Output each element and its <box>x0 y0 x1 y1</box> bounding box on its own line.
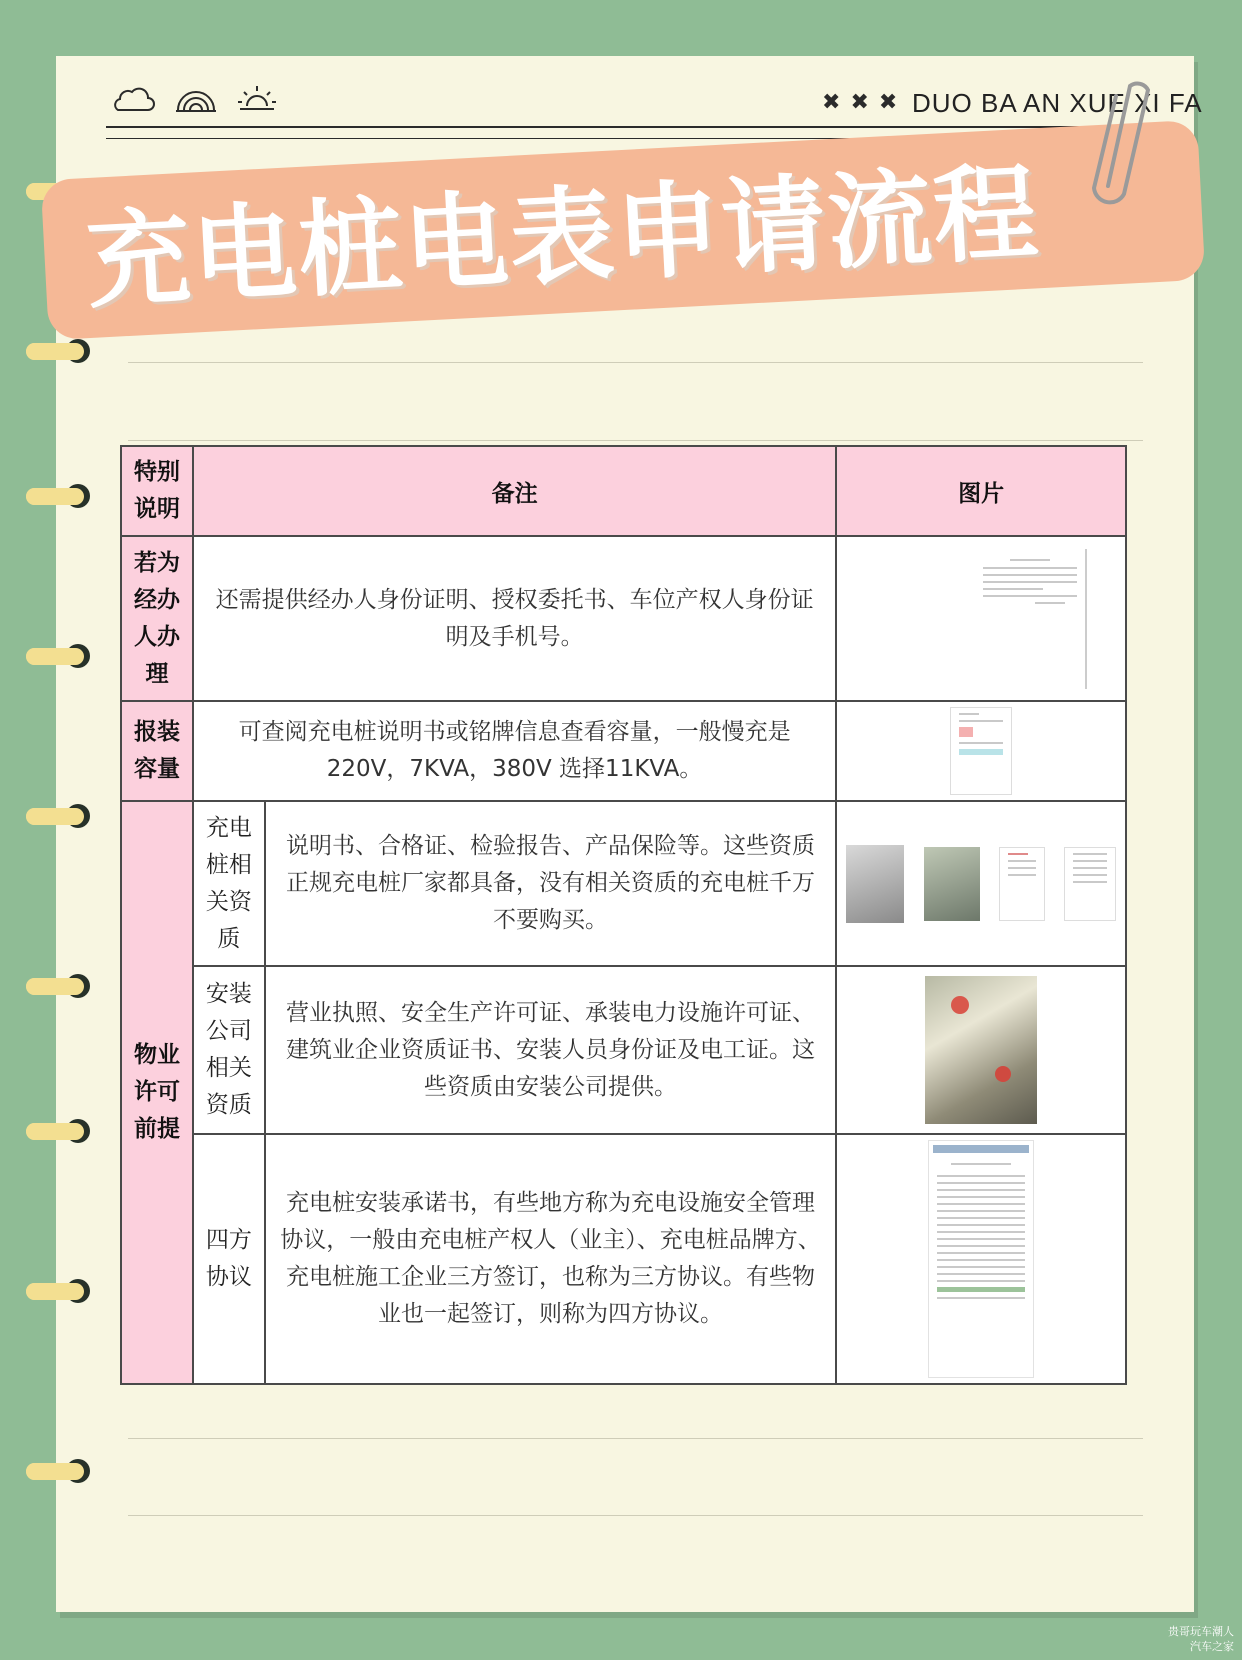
binder-ring <box>26 1283 84 1300</box>
row-note: 还需提供经办人身份证明、授权委托书、车位产权人身份证明及手机号。 <box>193 536 836 701</box>
phone-screenshot-image <box>950 707 1012 795</box>
row-note: 充电桩安装承诺书，有些地方称为充电设施安全管理协议，一般由充电桩产权人（业主）、充电桩品牌方、充电桩施工企业三方签订，也称为三方协议。有些物业也一起签订，则称为四方协议。 <box>265 1134 836 1384</box>
row-note: 营业执照、安全生产许可证、承装电力设施许可证、建筑业企业资质证书、安装人员身份证及电工证。这些资质由安装公司提供。 <box>265 966 836 1134</box>
group-label-text: 物业许可前提 <box>133 1042 180 1142</box>
binder-ring <box>26 1123 84 1140</box>
brand-text: DUO BA AN XUE XI FA <box>912 88 1203 118</box>
watermark-line: 汽车之家 <box>1190 1640 1234 1653</box>
rainbow-icon <box>174 84 218 114</box>
binder-ring <box>26 488 84 505</box>
authorization-letter-image <box>975 549 1087 689</box>
binder-ring <box>26 1463 84 1480</box>
cross-icon: ✖ <box>822 90 841 115</box>
row-image <box>836 536 1126 701</box>
table-row <box>121 701 1126 801</box>
column-header-notes: 备注 <box>193 446 836 536</box>
sun-icon <box>236 84 278 114</box>
watermark <box>1168 1624 1234 1654</box>
row-label-text: 若为经办人办理 <box>133 549 180 687</box>
ruled-line <box>128 1438 1143 1439</box>
column-header-special <box>121 446 193 536</box>
cloud-icon <box>110 84 156 114</box>
cross-icon: ✖ <box>878 90 898 115</box>
row-image <box>836 801 1126 966</box>
binder-ring <box>26 978 84 995</box>
binder-ring <box>26 648 84 665</box>
watermark-line: 贵哥玩车潮人 <box>1168 1625 1234 1638</box>
cross-icon: ✖ <box>850 90 869 115</box>
row-image <box>836 701 1126 801</box>
inspection-report-image <box>999 847 1045 921</box>
table-row <box>121 966 1126 1134</box>
table-row <box>121 1134 1126 1384</box>
group-label <box>121 801 193 1384</box>
row-image <box>836 1134 1126 1384</box>
ruled-line <box>128 1515 1143 1516</box>
page-title: 充电桩电表申请流程 <box>83 151 1043 323</box>
table-row <box>121 536 1126 701</box>
requirements-table <box>120 445 1127 1385</box>
certificate-tag-image <box>924 847 980 921</box>
binder-ring <box>26 808 84 825</box>
agreement-screenshot-image <box>928 1140 1034 1378</box>
row-label-text: 报装容量 <box>133 719 180 782</box>
row-image <box>836 966 1126 1134</box>
row-label <box>121 701 193 801</box>
header-rule <box>106 126 1146 128</box>
column-header-label: 特别说明 <box>133 459 180 522</box>
sub-label-text: 安装公司相关资质 <box>205 981 252 1118</box>
sub-label <box>193 1134 265 1384</box>
row-label <box>121 536 193 701</box>
row-note: 说明书、合格证、检验报告、产品保险等。这些资质正规充电桩厂家都具备，没有相关资质的充电桩千万不要购买。 <box>265 801 836 966</box>
weather-icons <box>110 84 278 114</box>
charger-bag-image <box>846 845 904 923</box>
sub-label <box>193 801 265 966</box>
table-row <box>121 801 1126 966</box>
ruled-line <box>128 440 1143 441</box>
sub-label <box>193 966 265 1134</box>
paperclip-icon <box>1090 66 1150 210</box>
sub-label-text: 四方协议 <box>205 1227 252 1290</box>
binder-ring <box>26 343 84 360</box>
row-note: 可查阅充电桩说明书或铭牌信息查看容量，一般慢充是220V，7KVA，380V 选择11KVA。 <box>193 701 836 801</box>
ruled-line <box>128 362 1143 363</box>
column-header-images: 图片 <box>836 446 1126 536</box>
sub-label-text: 充电桩相关资质 <box>205 814 252 952</box>
table-header-row <box>121 446 1126 536</box>
company-certificates-image <box>925 976 1037 1124</box>
decorative-marks <box>822 92 897 114</box>
insurance-document-image <box>1064 847 1116 921</box>
